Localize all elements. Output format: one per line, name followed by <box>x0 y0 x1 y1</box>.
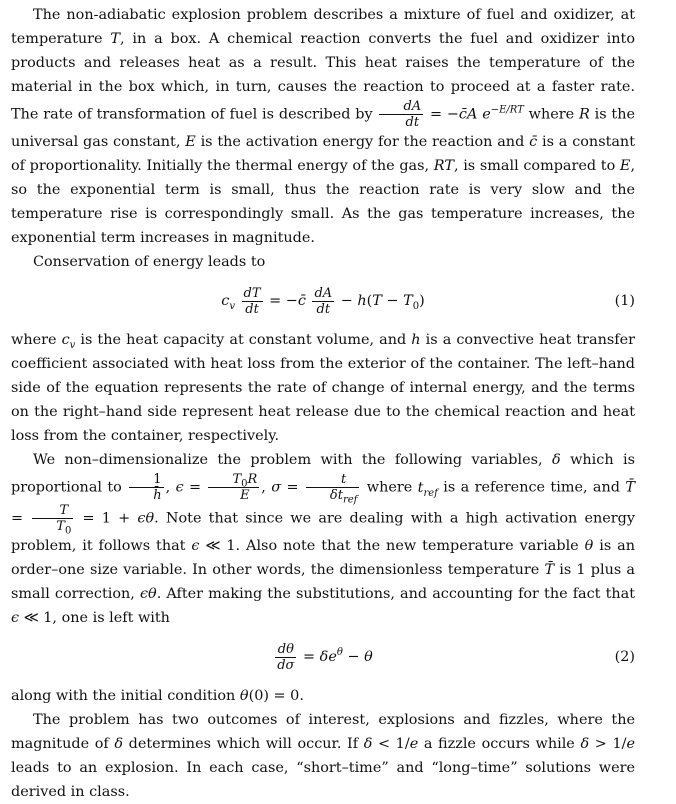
paragraph-4: We non–dimensionalize the problem with the following variables, δ which is proportional to $\frac{1}{h̄}$ , ϵ = $\frac{T_0R}{E}$ , σ = $\frac{t}{\delta t_{ref}}$ where $t_{ref}$ is a reference time, and T̄ = $\frac{T}{T_0}$ = 1 + ϵθ. Note that since we are dealing with a high activation energy problem, it follows that ϵ ≪ 1. Also note that the new temperature variable θ is an order–one size variable. In other words, the dimensionless temperature T̄ is 1 plus a small correction, ϵθ. After making the substitutions, and accounting for the fact that ϵ ≪ 1, one is left with <box>11 452 636 626</box>
paragraph-5: along with the initial condition θ(0) = 0. <box>11 688 304 704</box>
equation-2-body: $\frac{d\theta}{d\sigma}$ = $\delta e^\theta - \theta$ <box>277 641 373 673</box>
equation-2-number: (2) <box>614 649 635 665</box>
equation-2 <box>11 634 635 680</box>
paper-page <box>11 0 635 804</box>
paragraph-1: The non-adiabatic explosion problem describes a mixture of fuel and oxidizer, at temperature T, in a box. A chemical reaction converts the fuel and oxidizer into products and releases heat as a result. This heat raises the temperature of the material in the box which, in turn, causes the reaction to proceed at a faster rate. The rate of transformation of fuel is described by $\frac{dA}{dt}$ = −c̄A $e^{-E/RT}$ where R is the universal gas constant, E is the activation energy for the reaction and c̄ is a constant of proportionality. Initially the thermal energy of the gas, RT, is small compared to E, so the exponential term is small, thus the reaction rate is very slow and the temperature rise is correspondingly small. As the gas temperature increases, the exponential term increases in magnitude. <box>11 7 636 246</box>
paragraph-3: where $c_v$ is the heat capacity at constant volume, and h is a convective heat transfer coefficient associated with heat loss from the exterior of the container. The left–hand side of the equation represents the rate of change of internal energy, and the terms on the right–hand side represent heat release due to the chemical reaction and heat loss from the container, respectively. <box>11 332 635 444</box>
equation-1-number: (1) <box>614 293 635 309</box>
equation-1-body: $c_v$ $\frac{dT}{dt}$ = −c̄ $\frac{dA}{dt}$ − $h(T - T_0)$ <box>221 285 425 317</box>
paragraph-2: Conservation of energy leads to <box>33 254 266 270</box>
equation-1 <box>11 278 635 324</box>
paragraph-6: The problem has two outcomes of interest, explosions and fizzles, where the magnitude of δ determines which will occur. If δ < 1/e a fizzle occurs while δ > 1/e leads to an explosion. In each case, “short–time” and “long–time” solutions were derived in class. <box>11 712 635 800</box>
